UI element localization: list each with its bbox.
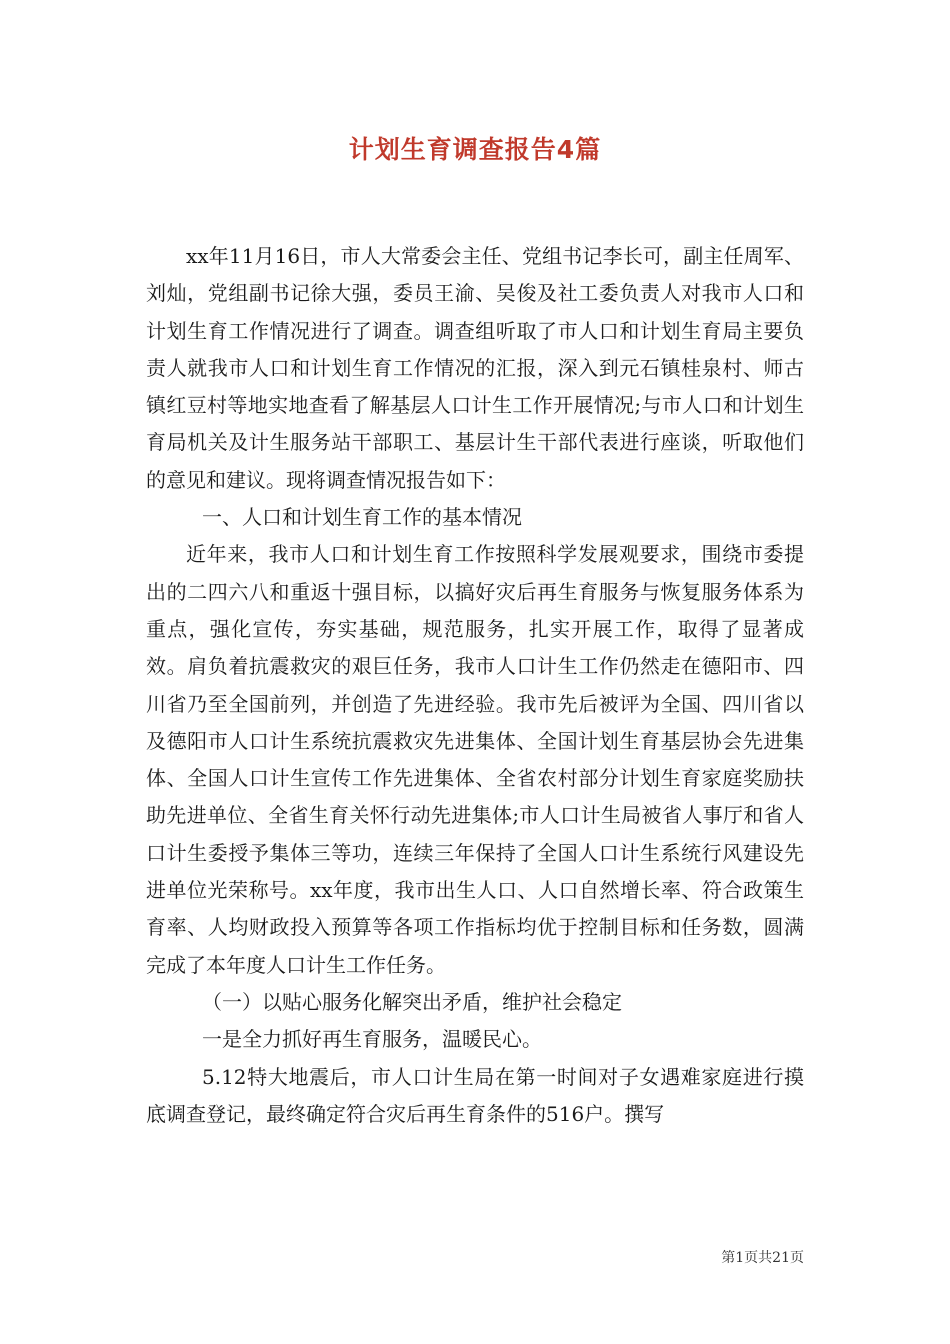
paragraph-earthquake: 5.12特大地震后，市人口计生局在第一时间对子女遇难家庭进行摸底调查登记，最终确定符合灾后再生育条件的516户。撰写: [146, 1064, 804, 1126]
page-number: 第1页共21页: [721, 1250, 804, 1266]
subsection-heading-1: （一）以贴心服务化解突出矛盾，维护社会稳定: [202, 989, 622, 1014]
paragraph-intro: xx年11月16日，市人大常委会主任、党组书记李长可，副主任周军、刘灿，党组副书记徐大强，委员王渝、吴俊及社工委负责人对我市人口和计划生育工作情况进行了调查。调查组听取了市人口和计划生育局主要负责人就我市人口和计划生育工作情况的汇报，深入到元石镇桂泉村、师古镇红豆村等地实地查看了解基层人口计生工作开展情况;与市人口和计划生育局机关及计生服务站干部职工、基层计生干部代表进行座谈，听取他们的意见和建议。现将调查情况报告如下：: [146, 244, 804, 492]
document-title: 计划生育调查报告4篇: [348, 135, 602, 164]
document-body: [146, 238, 804, 1133]
section-heading-basic-situation: 一、人口和计划生育工作的基本情况: [202, 505, 522, 530]
paragraph-basic-situation: 近年来，我市人口和计划生育工作按照科学发展观要求，围绕市委提出的二四六八和重返十强目标，以搞好灾后再生育服务与恢复服务体系为重点，强化宣传，夯实基础，规范服务，扎实开展工作，取得了显著成效。肩负着抗震救灾的艰巨任务，我市人口计生工作仍然走在德阳市、四川省乃至全国前列，并创造了先进经验。我市先后被评为全国、四川省以及德阳市人口计生系统抗震救灾先进集体、全国计划生育基层协会先进集体、全国人口计生宣传工作先进集体、全省农村部分计划生育家庭奖励扶助先进单位、全省生育关怀行动先进集体;市人口计生局被省人事厅和省人口计生委授予集体三等功，连续三年保持了全国人口计生系统行风建设先进单位光荣称号。xx年度，我市出生人口、人口自然增长率、符合政策生育率、人均财政投入预算等各项工作指标均优于控制目标和任务数，圆满完成了本年度人口计生工作任务。: [146, 542, 804, 977]
paragraph-point-one: 一是全力抓好再生育服务，温暖民心。: [202, 1027, 542, 1052]
